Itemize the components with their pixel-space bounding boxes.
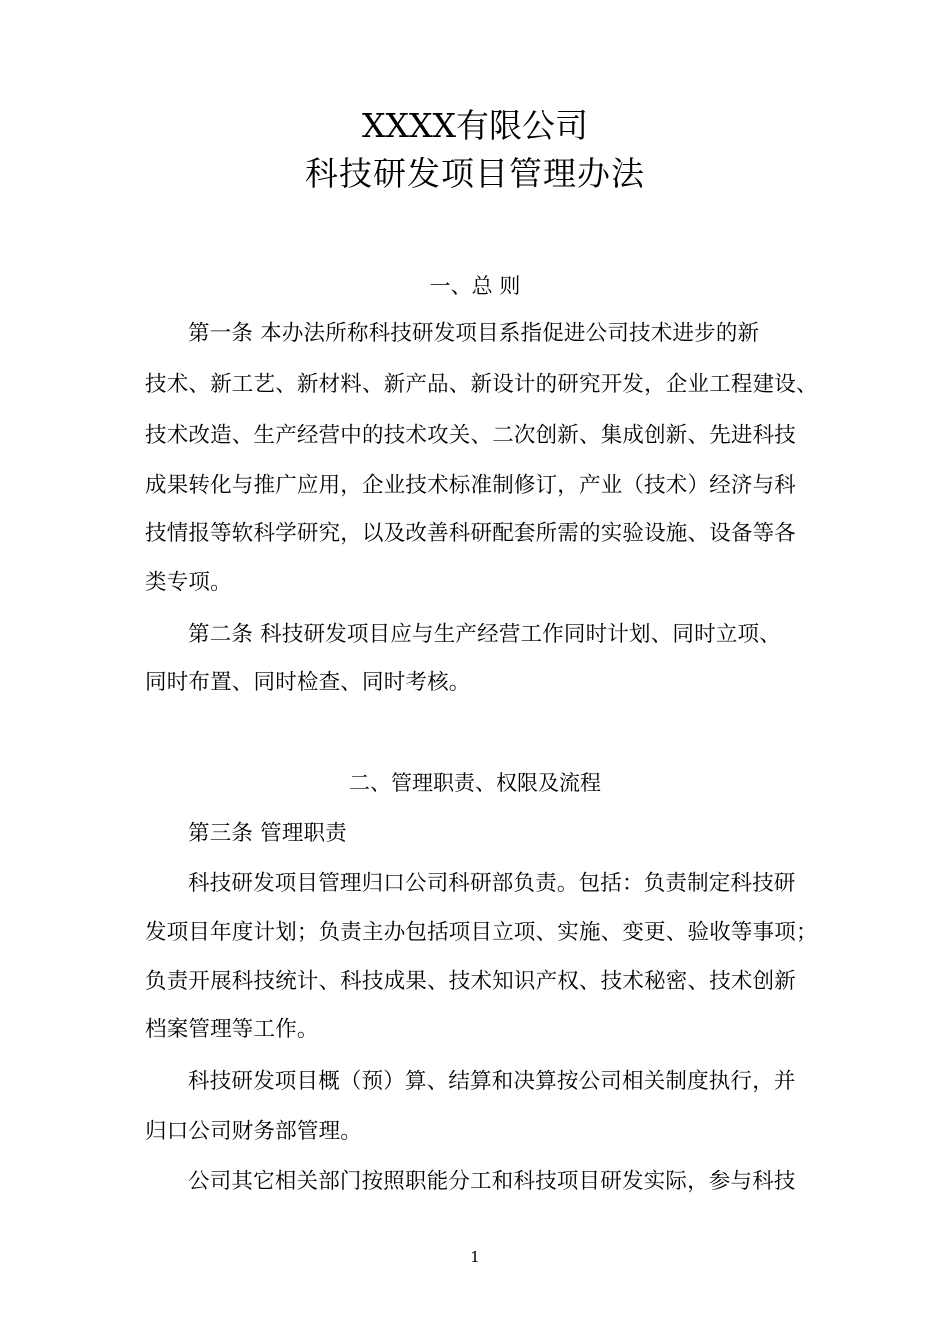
responsibility-paragraph-line: 档案管理等工作。 [145,1017,319,1042]
departments-paragraph-line: 公司其它相关部门按照职能分工和科技项目研发实际，参与科技 [188,1169,796,1194]
article-2-line: 第二条 科技研发项目应与生产经营工作同时计划、同时立项、 [188,622,781,647]
article-1-line: 技情报等软科学研究，以及改善科研配套所需的实验设施、设备等各 [145,521,797,546]
responsibility-paragraph-line: 科技研发项目管理归口公司科研部负责。包括：负责制定科技研 [188,871,796,896]
section-heading-management: 二、管理职责、权限及流程 [349,771,601,795]
article-3-heading: 第三条 管理职责 [188,821,347,846]
article-1-line: 成果转化与推广应用，企业技术标准制修订，产业（技术）经济与科 [145,473,797,498]
article-1-line: 类专项。 [145,570,232,595]
budget-paragraph-line: 科技研发项目概（预）算、结算和决算按公司相关制度执行，并 [188,1069,796,1094]
article-1-line: 技术、新工艺、新材料、新产品、新设计的研究开发，企业工程建设、 [145,372,818,397]
document-title-company: XXXX有限公司 [362,106,588,145]
responsibility-paragraph-line: 发项目年度计划；负责主办包括项目立项、实施、变更、验收等事项； [145,920,818,945]
responsibility-paragraph-line: 负责开展科技统计、科技成果、技术知识产权、技术秘密、技术创新 [145,969,797,994]
page-number: 1 [470,1248,480,1266]
article-1-line: 第一条 本办法所称科技研发项目系指促进公司技术进步的新 [188,321,760,346]
article-1-line: 技术改造、生产经营中的技术攻关、二次创新、集成创新、先进科技 [145,423,797,448]
section-heading-general: 一、总 则 [429,274,521,298]
article-2-line: 同时布置、同时检查、同时考核。 [145,670,471,695]
document-title: 科技研发项目管理办法 [305,154,645,193]
budget-paragraph-line: 归口公司财务部管理。 [145,1119,363,1144]
